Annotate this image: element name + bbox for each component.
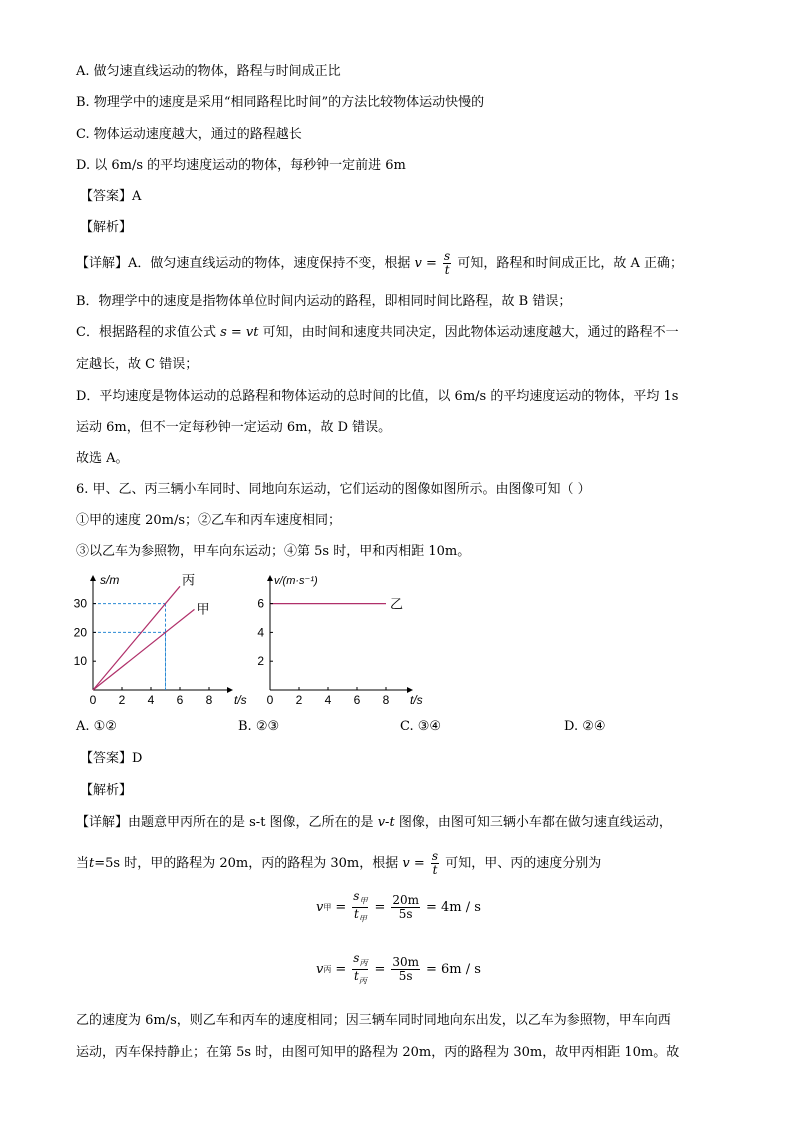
q6-option-d: D. ②④	[564, 719, 606, 734]
q6-detail-line-4: 运动，丙车保持静止；在第 5s 时，由图可知甲的路程为 20m，丙的路程为 30m，故甲丙相距 10m。故	[76, 1045, 680, 1060]
y-tick-label: 30	[74, 596, 87, 611]
detail-text: 【详解】A．做匀速直线运动的物体，速度保持不变，根据	[76, 256, 411, 271]
q6-option-a: A. ①②	[76, 719, 117, 734]
subscript: 丙	[359, 958, 368, 968]
result: = 4m / s	[426, 900, 481, 916]
x-tick-label: 2	[118, 693, 126, 707]
x-tick-label: 4	[147, 693, 155, 707]
detail-text: 可知，路程和时间成正比，故 A 正确；	[457, 256, 684, 271]
y-tick-label: 20	[74, 625, 87, 640]
numerator: 20m	[392, 893, 419, 908]
x-tick-label: 8	[382, 693, 390, 707]
x-axis-label: t/s	[410, 693, 423, 707]
q6-option-c: C. ③④	[400, 719, 442, 734]
analysis-label: 【解析】	[80, 220, 133, 235]
detail-line-4: 定越长，故 C 错误；	[76, 357, 199, 372]
detail-text: =5s 时，甲的路程为 20m，丙的路程为 30m，根据	[94, 856, 399, 871]
t-symbol: t	[89, 856, 95, 871]
q6-detail-line-2	[76, 850, 601, 877]
fraction-s-over-t	[443, 250, 451, 277]
series-label: 丙	[182, 572, 196, 588]
series-line-1	[93, 609, 195, 690]
s-symbol: s	[353, 951, 360, 965]
x-tick-label: 4	[324, 693, 332, 707]
detail-text: 可知，由时间和速度共同决定，因此物体运动速度越大，通过的路程不一	[262, 325, 679, 340]
subscript: 甲	[358, 914, 367, 924]
denominator: 5s	[398, 969, 413, 984]
numerator	[352, 952, 368, 970]
t-symbol: t	[353, 907, 359, 922]
formula-v-jia	[316, 890, 481, 926]
denominator: t	[432, 863, 438, 877]
numerator: 30m	[392, 955, 419, 970]
y-tick-label: 2	[257, 654, 264, 669]
q6-statement-2: ③以乙车为参照物，甲车向东运动；④第 5s 时，甲和丙相距 10m。	[76, 544, 471, 559]
chart-s-t	[74, 570, 254, 710]
option-d: D. 以 6m/s 的平均速度运动的物体，每秒钟一定前进 6m	[76, 158, 406, 173]
fraction-s-over-t	[431, 850, 439, 877]
conclusion: 故选 A。	[76, 451, 129, 466]
v-symbol: v	[316, 962, 324, 978]
v-symbol: v	[316, 900, 324, 916]
q6-analysis-label: 【解析】	[80, 783, 133, 798]
series-line-0	[93, 586, 180, 690]
fraction-s-over-t	[352, 952, 368, 988]
option-a: A. 做匀速直线运动的物体，路程与时间成正比	[76, 64, 341, 79]
detail-line-5: D．平均速度是物体运动的总路程和物体运动的总时间的比值，以 6m/s 的平均速度运动的物体，平均 1s	[76, 389, 679, 404]
subscript: 丙	[358, 976, 367, 986]
detail-line-2: B．物理学中的速度是指物体单位时间内运动的路程，即相同时间比路程，故 B 错误；	[76, 294, 572, 309]
y-tick-label: 10	[74, 654, 87, 669]
answer-label: 【答案】A	[80, 189, 142, 204]
chart-v-t	[254, 570, 434, 710]
x-tick-label: 6	[353, 693, 361, 707]
q6-detail-line-3: 乙的速度为 6m/s，则乙车和丙车的速度相同；因三辆车同时同地向东出发，以乙车为参照物，甲车向西	[76, 1013, 671, 1028]
formula-v: v =	[414, 256, 437, 271]
detail-text: 可知，甲、丙的速度分别为	[445, 856, 602, 871]
detail-text: 当	[76, 856, 90, 871]
y-axis-label: v/(m·s⁻¹)	[274, 575, 318, 587]
option-c: C. 物体运动速度越大，通过的路程越长	[76, 127, 302, 142]
equals: =	[374, 962, 386, 978]
denominator: t	[444, 263, 450, 277]
subscript: 甲	[359, 896, 368, 906]
x-tick-label: 2	[295, 693, 303, 707]
x-axis-label: t/s	[234, 693, 247, 707]
fraction-s-over-t	[352, 890, 368, 926]
subscript: 甲	[323, 903, 332, 913]
numerator: s	[431, 849, 439, 863]
denominator: 5s	[398, 907, 413, 922]
equals: =	[335, 962, 347, 978]
y-tick-label: 4	[257, 625, 264, 640]
detail-text: C．根据路程的求值公式	[76, 325, 216, 340]
y-tick-label: 6	[257, 596, 264, 611]
series-label: 甲	[196, 601, 210, 617]
detail-line-6: 运动 6m，但不一定每秒钟一定运动 6m，故 D 错误。	[76, 420, 392, 435]
detail-text: 图像，由图可知三辆小车都在做匀速直线运动，	[398, 815, 672, 830]
result: = 6m / s	[426, 962, 481, 978]
detail-line-3	[76, 324, 679, 342]
subscript: 丙	[323, 965, 332, 975]
detail-text: 【详解】由题意甲丙所在的是 s-t 图像，乙所在的是	[76, 815, 374, 830]
q6-option-b: B. ②③	[238, 719, 280, 734]
denominator	[352, 970, 368, 987]
t-symbol: t	[353, 969, 359, 984]
q6-detail-line-1	[76, 814, 672, 832]
numerator: s	[444, 249, 451, 263]
numerator	[352, 890, 368, 908]
q6-statement-1: ①甲的速度 20m/s；②乙车和丙车速度相同；	[76, 513, 342, 528]
formula-svt: s = vt	[220, 325, 259, 340]
x-tick-label: 0	[266, 693, 274, 707]
detail-line-1	[76, 250, 683, 277]
x-tick-label: 8	[205, 693, 213, 707]
series-label: 乙	[390, 596, 404, 612]
denominator	[352, 908, 368, 925]
fraction-values	[391, 894, 420, 921]
y-axis-label: s/m	[100, 573, 120, 587]
equals: =	[374, 900, 386, 916]
x-tick-label: 6	[176, 693, 184, 707]
fraction-values	[391, 956, 420, 983]
s-symbol: s	[353, 889, 360, 903]
q6-answer-label: 【答案】D	[80, 751, 143, 766]
formula-v: v =	[402, 856, 425, 871]
q6-stem: 6. 甲、乙、丙三辆小车同时、同地向东运动，它们运动的图像如图所示。由图像可知（ ）	[76, 482, 591, 497]
equals: =	[335, 900, 347, 916]
option-b: B. 物理学中的速度是采用“相同路程比时间”的方法比较物体运动快慢的	[76, 95, 485, 110]
x-tick-label: 0	[89, 693, 97, 707]
v-t-label: v-t	[377, 815, 395, 830]
formula-v-bing	[316, 952, 481, 988]
